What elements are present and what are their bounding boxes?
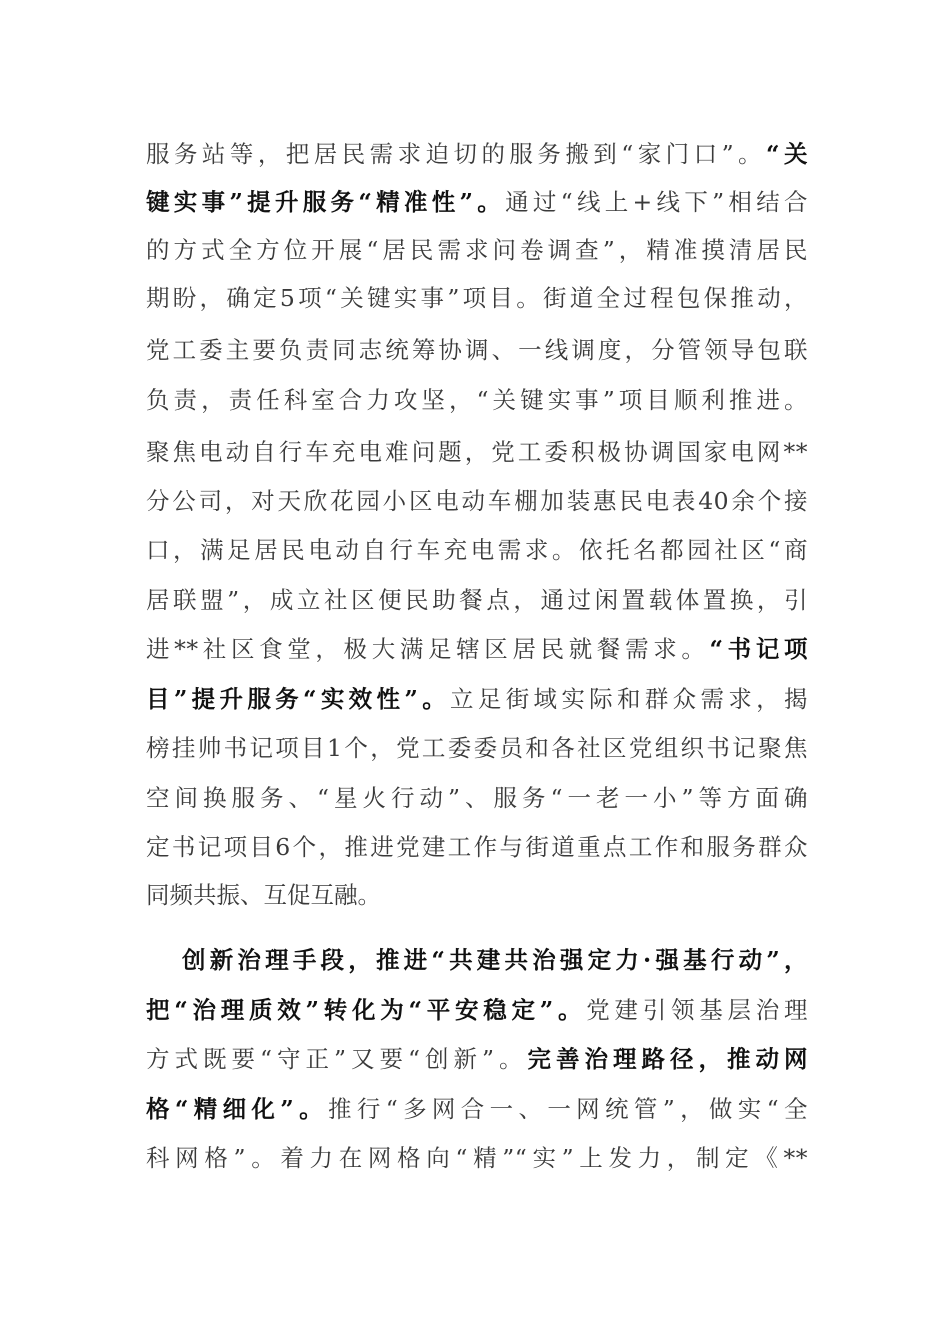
text-line xyxy=(146,530,808,570)
text-run: 负责，责任科室合力攻坚，“关键实事”项目顺利推进。 xyxy=(146,386,808,414)
text-line xyxy=(146,481,808,521)
text-line xyxy=(146,629,808,669)
text-line xyxy=(146,728,808,768)
text-run-bold: 目”提升服务“实效性”。 xyxy=(146,685,451,713)
text-run-bold: 创新治理手段，推进“共建共治强定力·强基行动”， xyxy=(182,946,808,974)
text-line xyxy=(146,875,808,915)
text-line xyxy=(146,1039,808,1079)
text-run-bold: “书记项 xyxy=(709,635,808,663)
text-line xyxy=(146,778,808,818)
text-line xyxy=(146,679,808,719)
text-run: 定书记项目6个，推进党建工作与街道重点工作和服务群众 xyxy=(146,833,808,861)
text-run: 口，满足居民电动自行车充电需求。依托名都园社区“商 xyxy=(146,536,808,564)
text-run: 党工委主要负责同志统筹协调、一线调度，分管领导包联 xyxy=(146,336,808,364)
text-line xyxy=(146,990,808,1030)
text-run: 分公司，对天欣花园小区电动车棚加装惠民电表40余个接 xyxy=(146,487,808,515)
text-run: 期盼，确定5项“关键实事”项目。街道全过程包保推动， xyxy=(146,284,808,312)
text-run-bold: 格“精细化”。 xyxy=(146,1095,328,1123)
text-line xyxy=(146,1138,808,1178)
text-run: 立足街域实际和群众需求，揭 xyxy=(450,685,808,713)
text-run-bold: 把“治理质效”转化为“平安稳定”。 xyxy=(146,996,587,1024)
text-line xyxy=(146,330,808,370)
text-line xyxy=(146,230,808,270)
text-run: 空间换服务、“星火行动”、服务“一老一小”等方面确 xyxy=(146,784,808,812)
text-run: 的方式全方位开展“居民需求问卷调查”，精准摸清居民 xyxy=(146,236,808,264)
text-run: 同频共振、互促互融。 xyxy=(146,881,381,909)
text-run: 通过“线上+线下”相结合 xyxy=(505,188,808,216)
text-run-bold: “关 xyxy=(766,140,808,168)
text-run: 榜挂帅书记项目1个，党工委委员和各社区党组织书记聚焦 xyxy=(146,734,808,762)
text-line xyxy=(146,580,808,620)
text-run: 居联盟”，成立社区便民助餐点，通过闲置载体置换，引 xyxy=(146,586,808,614)
text-run: 服务站等，把居民需求迫切的服务搬到“家门口”。 xyxy=(146,140,767,168)
text-run-bold: 键实事”提升服务“精准性”。 xyxy=(146,188,506,216)
text-run: 聚焦电动自行车充电难问题，党工委积极协调国家电网** xyxy=(146,438,808,466)
text-line xyxy=(146,278,808,318)
text-run: 推行“多网合一、一网统管”，做实“全 xyxy=(328,1095,808,1123)
text-line xyxy=(146,1089,808,1129)
text-run: 科网格”。着力在网格向“精”“实”上发力，制定《** xyxy=(146,1144,808,1172)
text-line xyxy=(146,134,808,174)
text-run: 方式既要“守正”又要“创新”。 xyxy=(146,1045,528,1073)
text-line xyxy=(146,827,808,867)
text-run: 党建引领基层治理 xyxy=(586,996,808,1024)
text-run: 进**社区食堂，极大满足辖区居民就餐需求。 xyxy=(146,635,710,663)
text-line xyxy=(146,432,808,472)
text-line xyxy=(146,182,808,222)
text-run-bold: 完善治理路径，推动网 xyxy=(527,1045,809,1073)
text-line xyxy=(182,940,808,980)
text-line xyxy=(146,380,808,420)
